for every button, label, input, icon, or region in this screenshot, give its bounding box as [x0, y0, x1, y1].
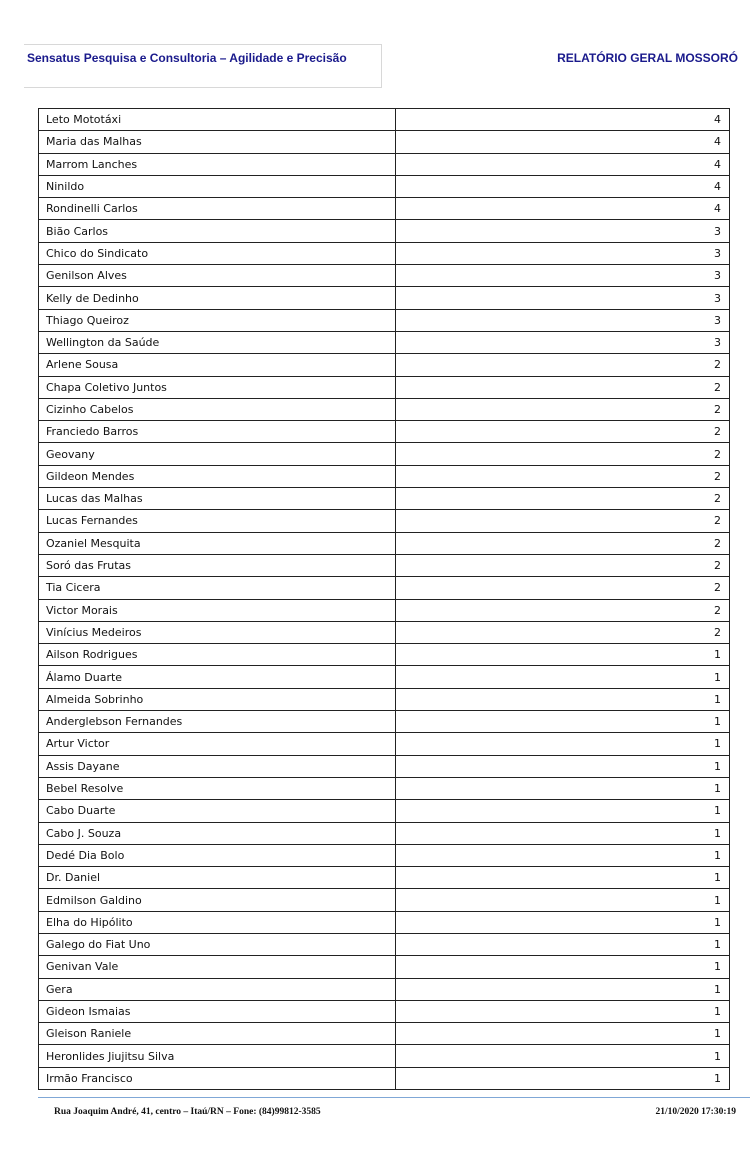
table-row	[39, 198, 730, 220]
row-name: Almeida Sobrinho	[39, 688, 396, 710]
row-count: 1	[396, 1045, 730, 1067]
row-count: 3	[396, 265, 730, 287]
table-row	[39, 354, 730, 376]
row-name: Ailson Rodrigues	[39, 644, 396, 666]
row-name: Galego do Fiat Uno	[39, 933, 396, 955]
row-name: Edmilson Galdino	[39, 889, 396, 911]
table-row	[39, 488, 730, 510]
table-row	[39, 822, 730, 844]
row-count: 3	[396, 309, 730, 331]
row-name: Lucas das Malhas	[39, 488, 396, 510]
table-row	[39, 777, 730, 799]
row-name: Cabo J. Souza	[39, 822, 396, 844]
row-name: Cizinho Cabelos	[39, 398, 396, 420]
row-count: 1	[396, 733, 730, 755]
row-name: Arlene Sousa	[39, 354, 396, 376]
row-count: 4	[396, 175, 730, 197]
row-name: Bião Carlos	[39, 220, 396, 242]
row-name: Álamo Duarte	[39, 666, 396, 688]
table-row	[39, 933, 730, 955]
company-header: Sensatus Pesquisa e Consultoria – Agilidade e Precisão	[27, 51, 347, 65]
row-count: 2	[396, 532, 730, 554]
table-row	[39, 554, 730, 576]
row-name: Marrom Lanches	[39, 153, 396, 175]
row-count: 1	[396, 1000, 730, 1022]
row-count: 1	[396, 956, 730, 978]
table-row	[39, 287, 730, 309]
row-count: 1	[396, 933, 730, 955]
row-count: 2	[396, 510, 730, 532]
table-row	[39, 666, 730, 688]
table-row	[39, 109, 730, 131]
row-count: 3	[396, 242, 730, 264]
row-name: Assis Dayane	[39, 755, 396, 777]
table-row	[39, 465, 730, 487]
row-name: Genivan Vale	[39, 956, 396, 978]
table-row	[39, 1023, 730, 1045]
table-row	[39, 398, 730, 420]
row-count: 2	[396, 488, 730, 510]
row-count: 1	[396, 978, 730, 1000]
row-count: 2	[396, 354, 730, 376]
table-row	[39, 621, 730, 643]
row-name: Chico do Sindicato	[39, 242, 396, 264]
table-row	[39, 331, 730, 353]
row-count: 3	[396, 331, 730, 353]
table-row	[39, 889, 730, 911]
table-row	[39, 421, 730, 443]
table-row	[39, 376, 730, 398]
table-row	[39, 711, 730, 733]
table-row	[39, 911, 730, 933]
row-name: Geovany	[39, 443, 396, 465]
table-row	[39, 153, 730, 175]
row-name: Franciedo Barros	[39, 421, 396, 443]
row-count: 1	[396, 911, 730, 933]
table-row	[39, 510, 730, 532]
row-count: 4	[396, 153, 730, 175]
row-name: Ninildo	[39, 175, 396, 197]
table-row	[39, 755, 730, 777]
row-count: 1	[396, 644, 730, 666]
table-row	[39, 800, 730, 822]
footer-address: Rua Joaquim André, 41, centro – Itaú/RN – Fone: (84)99812-3585	[54, 1107, 321, 1117]
report-title: RELATÓRIO GERAL MOSSORÓ	[557, 51, 738, 65]
row-count: 1	[396, 867, 730, 889]
row-count: 1	[396, 822, 730, 844]
row-name: Thiago Queiroz	[39, 309, 396, 331]
row-count: 1	[396, 755, 730, 777]
row-count: 2	[396, 577, 730, 599]
table-row	[39, 599, 730, 621]
row-name: Dr. Daniel	[39, 867, 396, 889]
row-name: Wellington da Saúde	[39, 331, 396, 353]
table-row	[39, 978, 730, 1000]
row-count: 3	[396, 287, 730, 309]
row-count: 4	[396, 109, 730, 131]
row-name: Leto Mototáxi	[39, 109, 396, 131]
table-row	[39, 175, 730, 197]
row-name: Rondinelli Carlos	[39, 198, 396, 220]
row-count: 2	[396, 465, 730, 487]
results-table-body	[39, 109, 730, 1090]
table-row	[39, 242, 730, 264]
table-row	[39, 220, 730, 242]
row-name: Chapa Coletivo Juntos	[39, 376, 396, 398]
footer-rule	[38, 1097, 750, 1098]
row-count: 2	[396, 376, 730, 398]
row-name: Victor Morais	[39, 599, 396, 621]
row-name: Ozaniel Mesquita	[39, 532, 396, 554]
row-name: Vinícius Medeiros	[39, 621, 396, 643]
row-name: Gideon Ismaias	[39, 1000, 396, 1022]
table-row	[39, 1067, 730, 1089]
row-name: Heronlides Jiujitsu Silva	[39, 1045, 396, 1067]
row-count: 1	[396, 889, 730, 911]
row-name: Elha do Hipólito	[39, 911, 396, 933]
table-row	[39, 688, 730, 710]
results-table	[38, 108, 730, 1090]
row-count: 1	[396, 800, 730, 822]
row-name: Gera	[39, 978, 396, 1000]
row-count: 2	[396, 621, 730, 643]
row-count: 1	[396, 844, 730, 866]
footer-timestamp: 21/10/2020 17:30:19	[655, 1107, 736, 1117]
table-row	[39, 532, 730, 554]
table-row	[39, 577, 730, 599]
row-name: Soró das Frutas	[39, 554, 396, 576]
row-count: 1	[396, 777, 730, 799]
row-name: Irmão Francisco	[39, 1067, 396, 1089]
table-row	[39, 644, 730, 666]
row-name: Tia Cicera	[39, 577, 396, 599]
row-name: Gildeon Mendes	[39, 465, 396, 487]
row-count: 2	[396, 554, 730, 576]
table-row	[39, 443, 730, 465]
row-count: 2	[396, 398, 730, 420]
table-row	[39, 844, 730, 866]
row-count: 1	[396, 688, 730, 710]
row-count: 1	[396, 1023, 730, 1045]
row-name: Anderglebson Fernandes	[39, 711, 396, 733]
row-name: Bebel Resolve	[39, 777, 396, 799]
table-row	[39, 265, 730, 287]
row-name: Artur Victor	[39, 733, 396, 755]
table-row	[39, 309, 730, 331]
row-count: 1	[396, 1067, 730, 1089]
row-count: 2	[396, 443, 730, 465]
row-name: Cabo Duarte	[39, 800, 396, 822]
table-row	[39, 131, 730, 153]
row-count: 2	[396, 599, 730, 621]
row-count: 1	[396, 666, 730, 688]
row-name: Dedé Dia Bolo	[39, 844, 396, 866]
row-count: 2	[396, 421, 730, 443]
row-count: 1	[396, 711, 730, 733]
row-name: Kelly de Dedinho	[39, 287, 396, 309]
row-count: 4	[396, 198, 730, 220]
row-name: Maria das Malhas	[39, 131, 396, 153]
row-name: Gleison Raniele	[39, 1023, 396, 1045]
row-count: 3	[396, 220, 730, 242]
table-row	[39, 1045, 730, 1067]
table-row	[39, 867, 730, 889]
table-row	[39, 956, 730, 978]
table-row	[39, 1000, 730, 1022]
table-row	[39, 733, 730, 755]
row-name: Lucas Fernandes	[39, 510, 396, 532]
row-name: Genilson Alves	[39, 265, 396, 287]
row-count: 4	[396, 131, 730, 153]
